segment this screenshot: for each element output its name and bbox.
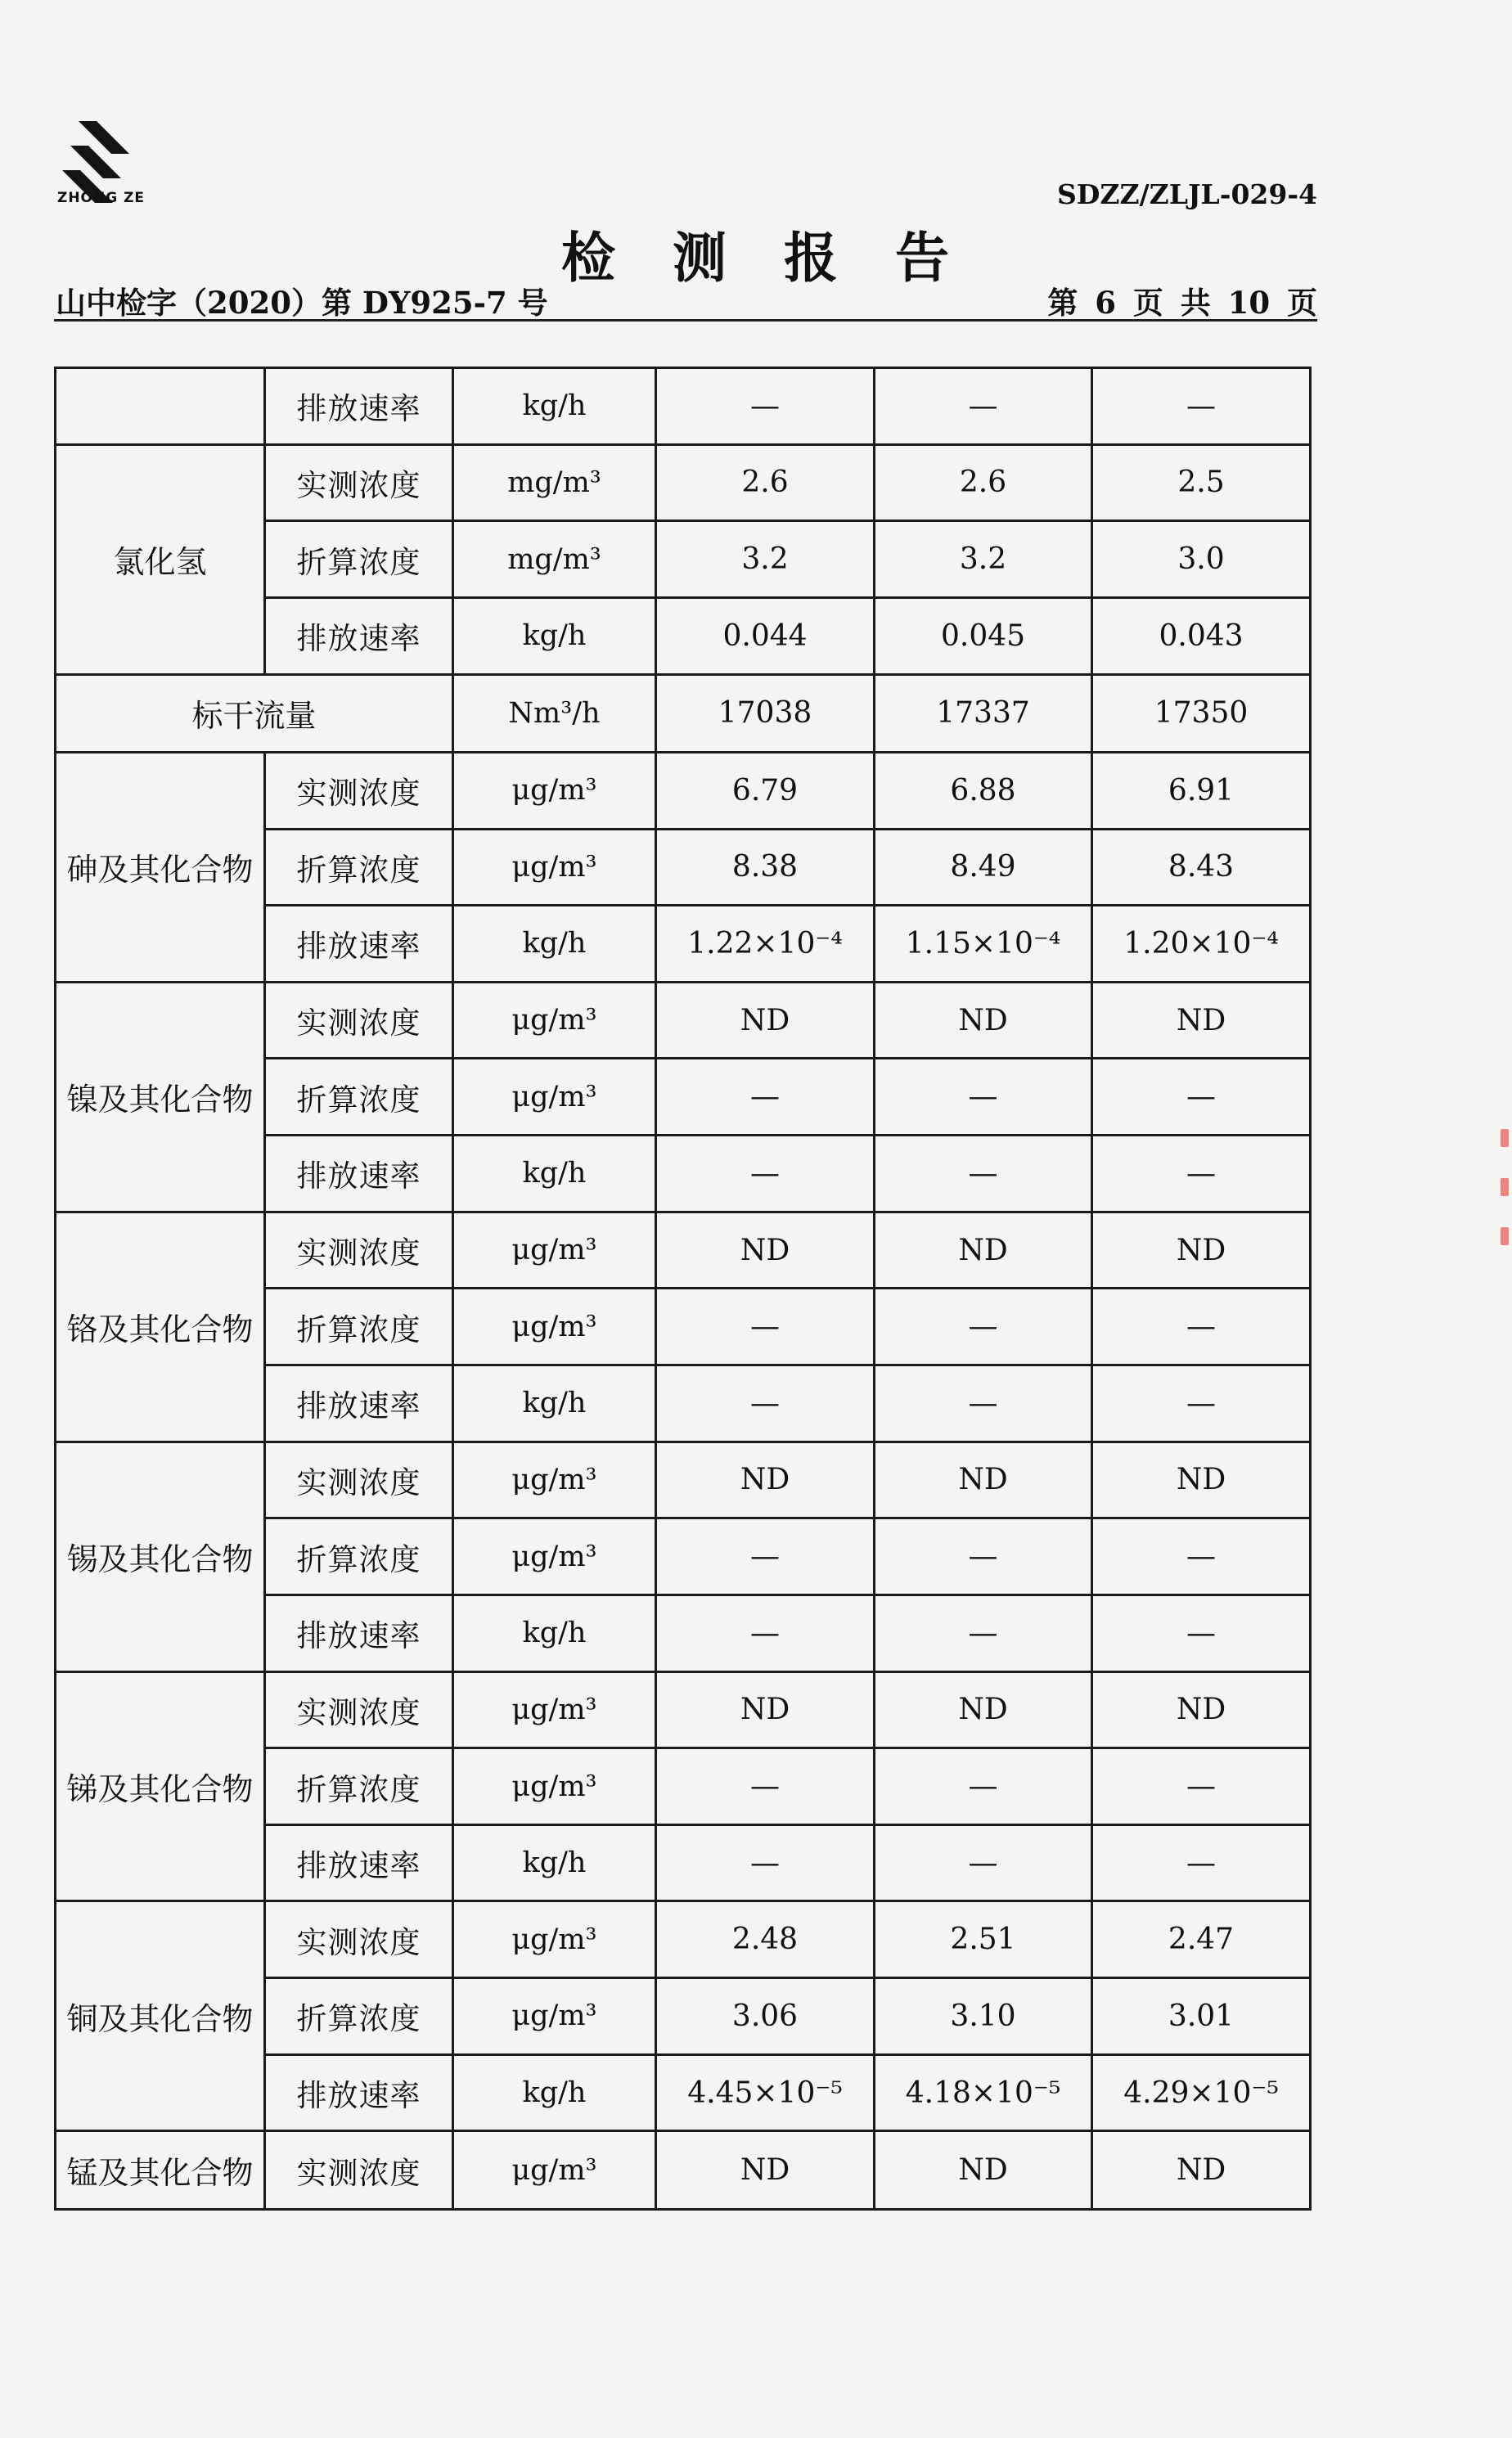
value-cell: —	[1092, 1059, 1311, 1136]
unit-cell: μg/m³	[453, 2131, 656, 2210]
parameter-cell: 排放速率	[265, 1595, 453, 1671]
unit-cell: kg/h	[453, 1365, 656, 1442]
item-name-cell: 锰及其化合物	[56, 2131, 265, 2210]
title-char: 检	[561, 226, 617, 290]
unit-cell: kg/h	[453, 1595, 656, 1671]
unit-cell: μg/m³	[453, 1518, 656, 1595]
value-cell: 3.2	[875, 521, 1092, 598]
unit-cell: kg/h	[453, 368, 656, 445]
value-cell: ND	[1092, 2131, 1311, 2210]
item-name-cell: 锡及其化合物	[56, 1442, 265, 1671]
value-cell: —	[656, 1365, 875, 1442]
value-cell: 17350	[1092, 674, 1311, 752]
unit-cell: μg/m³	[453, 1748, 656, 1825]
item-name-cell: 铬及其化合物	[56, 1212, 265, 1442]
value-cell: —	[1092, 1824, 1311, 1901]
title-char: 告	[895, 226, 951, 290]
value-cell: —	[656, 1289, 875, 1365]
value-cell: 8.43	[1092, 829, 1311, 906]
value-cell: 6.88	[875, 752, 1092, 829]
value-cell: —	[875, 1136, 1092, 1212]
value-cell: ND	[656, 1442, 875, 1518]
value-cell: ND	[875, 2131, 1092, 2210]
unit-cell: Nm³/h	[453, 674, 656, 752]
parameter-cell: 排放速率	[265, 368, 453, 445]
document-code: SDZZ/ZLJL-029-4	[1056, 178, 1317, 210]
value-cell: 17337	[875, 674, 1092, 752]
parameter-cell: 折算浓度	[265, 1748, 453, 1825]
parameter-cell: 折算浓度	[265, 829, 453, 906]
value-cell: —	[875, 1365, 1092, 1442]
parameter-cell: 折算浓度	[265, 1518, 453, 1595]
value-cell: ND	[875, 1671, 1092, 1748]
unit-cell: μg/m³	[453, 829, 656, 906]
item-name-cell: 砷及其化合物	[56, 752, 265, 982]
value-cell: 3.0	[1092, 521, 1311, 598]
value-cell: ND	[1092, 1442, 1311, 1518]
value-cell: 1.15×10⁻⁴	[875, 906, 1092, 983]
value-cell: 2.6	[656, 444, 875, 521]
parameter-cell: 实测浓度	[265, 1442, 453, 1518]
value-cell: 8.49	[875, 829, 1092, 906]
parameter-cell: 实测浓度	[265, 752, 453, 829]
value-cell: 4.29×10⁻⁵	[1092, 2054, 1311, 2131]
parameter-cell: 排放速率	[265, 597, 453, 674]
parameter-cell: 折算浓度	[265, 1289, 453, 1365]
value-cell: —	[875, 368, 1092, 445]
value-cell: —	[875, 1518, 1092, 1595]
parameter-cell: 折算浓度	[265, 1978, 453, 2055]
value-cell: ND	[875, 982, 1092, 1059]
value-cell: ND	[1092, 982, 1311, 1059]
unit-cell: μg/m³	[453, 1671, 656, 1748]
value-cell: 3.01	[1092, 1978, 1311, 2055]
value-cell: 3.06	[656, 1978, 875, 2055]
results-table	[54, 367, 1312, 2211]
unit-cell: μg/m³	[453, 1978, 656, 2055]
item-name-cell: 标干流量	[56, 674, 453, 752]
report-number: 山中检字（2020）第 DY925-7 号	[56, 285, 548, 321]
value-cell: —	[1092, 1289, 1311, 1365]
table-row	[56, 1212, 1311, 1289]
parameter-cell: 折算浓度	[265, 1059, 453, 1136]
parameter-cell: 实测浓度	[265, 1671, 453, 1748]
value-cell: 3.2	[656, 521, 875, 598]
value-cell: ND	[656, 2131, 875, 2210]
edge-color-marks	[1501, 1129, 1512, 1276]
unit-cell: μg/m³	[453, 1212, 656, 1289]
unit-cell: μg/m³	[453, 1289, 656, 1365]
value-cell: ND	[656, 1212, 875, 1289]
value-cell: 6.91	[1092, 752, 1311, 829]
value-cell: 17038	[656, 674, 875, 752]
value-cell: —	[656, 1748, 875, 1825]
unit-cell: kg/h	[453, 1136, 656, 1212]
item-name-cell: 镍及其化合物	[56, 982, 265, 1212]
parameter-cell: 排放速率	[265, 1136, 453, 1212]
table-row	[56, 674, 1311, 752]
logo-text: ZHONG ZE	[57, 190, 146, 206]
value-cell: —	[1092, 1136, 1311, 1212]
parameter-cell: 实测浓度	[265, 2131, 453, 2210]
value-cell: 2.47	[1092, 1901, 1311, 1978]
value-cell: 6.79	[656, 752, 875, 829]
value-cell: —	[875, 1289, 1092, 1365]
unit-cell: kg/h	[453, 906, 656, 983]
value-cell: —	[656, 1059, 875, 1136]
value-cell: —	[656, 1136, 875, 1212]
title-char: 测	[673, 226, 728, 290]
table-row	[56, 2131, 1311, 2210]
parameter-cell: 排放速率	[265, 1365, 453, 1442]
unit-cell: μg/m³	[453, 1059, 656, 1136]
value-cell: —	[656, 368, 875, 445]
value-cell: 0.043	[1092, 597, 1311, 674]
table-row	[56, 752, 1311, 829]
item-name-cell: 锑及其化合物	[56, 1671, 265, 1901]
value-cell: —	[1092, 1748, 1311, 1825]
value-cell: 8.38	[656, 829, 875, 906]
parameter-cell: 实测浓度	[265, 1212, 453, 1289]
value-cell: ND	[875, 1212, 1092, 1289]
parameter-cell: 实测浓度	[265, 1901, 453, 1978]
title-char: 报	[784, 226, 839, 290]
page-indicator: 第 6 页 共 10 页	[1047, 285, 1317, 321]
table-row	[56, 368, 1311, 445]
value-cell: 2.5	[1092, 444, 1311, 521]
value-cell: —	[656, 1824, 875, 1901]
value-cell: 4.18×10⁻⁵	[875, 2054, 1092, 2131]
table-row	[56, 1671, 1311, 1748]
results-table-container	[54, 367, 1309, 2211]
parameter-cell: 折算浓度	[265, 521, 453, 598]
item-name-cell: 铜及其化合物	[56, 1901, 265, 2131]
value-cell: ND	[656, 982, 875, 1059]
parameter-cell: 排放速率	[265, 906, 453, 983]
value-cell: ND	[875, 1442, 1092, 1518]
value-cell: 0.044	[656, 597, 875, 674]
value-cell: 1.22×10⁻⁴	[656, 906, 875, 983]
table-row	[56, 1901, 1311, 1978]
unit-cell: mg/m³	[453, 444, 656, 521]
value-cell: 4.45×10⁻⁵	[656, 2054, 875, 2131]
header-divider	[54, 319, 1317, 322]
value-cell: —	[656, 1595, 875, 1671]
value-cell: —	[875, 1595, 1092, 1671]
unit-cell: μg/m³	[453, 752, 656, 829]
item-name-cell	[56, 368, 265, 445]
value-cell: 2.51	[875, 1901, 1092, 1978]
value-cell: —	[1092, 1595, 1311, 1671]
value-cell: —	[1092, 1365, 1311, 1442]
value-cell: ND	[1092, 1671, 1311, 1748]
unit-cell: μg/m³	[453, 982, 656, 1059]
parameter-cell: 实测浓度	[265, 444, 453, 521]
unit-cell: μg/m³	[453, 1442, 656, 1518]
parameter-cell: 排放速率	[265, 2054, 453, 2131]
unit-cell: kg/h	[453, 2054, 656, 2131]
value-cell: —	[875, 1748, 1092, 1825]
unit-cell: mg/m³	[453, 521, 656, 598]
value-cell: ND	[656, 1671, 875, 1748]
value-cell: 0.045	[875, 597, 1092, 674]
value-cell: —	[1092, 368, 1311, 445]
table-row	[56, 444, 1311, 521]
value-cell: —	[875, 1059, 1092, 1136]
value-cell: 1.20×10⁻⁴	[1092, 906, 1311, 983]
table-row	[56, 1442, 1311, 1518]
value-cell: 3.10	[875, 1978, 1092, 2055]
value-cell: —	[1092, 1518, 1311, 1595]
value-cell: 2.48	[656, 1901, 875, 1978]
value-cell: 2.6	[875, 444, 1092, 521]
unit-cell: kg/h	[453, 597, 656, 674]
parameter-cell: 排放速率	[265, 1824, 453, 1901]
unit-cell: kg/h	[453, 1824, 656, 1901]
table-row	[56, 982, 1311, 1059]
value-cell: ND	[1092, 1212, 1311, 1289]
parameter-cell: 实测浓度	[265, 982, 453, 1059]
item-name-cell: 氯化氢	[56, 444, 265, 674]
value-cell: —	[875, 1824, 1092, 1901]
value-cell: —	[656, 1518, 875, 1595]
unit-cell: μg/m³	[453, 1901, 656, 1978]
